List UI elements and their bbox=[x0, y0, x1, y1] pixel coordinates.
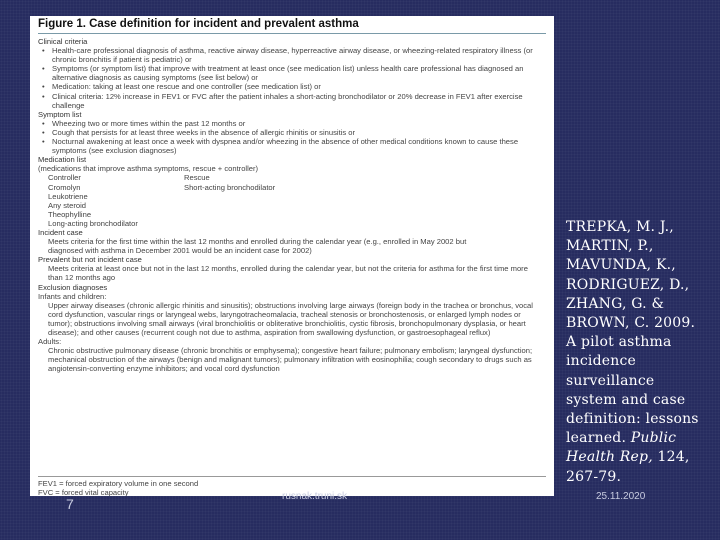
footnotes bbox=[38, 479, 198, 496]
table-row bbox=[48, 201, 546, 210]
medication-list-heading: Medication list bbox=[38, 155, 87, 165]
list-item: • Cough that persists for at least three weeks in the absence of allergic rhinitis or sinusitis or bbox=[52, 128, 546, 137]
list-item: • Symptoms (or symptom list) that improve with treatment at least once (see medication list) unless health care professional has diagnosed an alternative diagnosis as causing symptoms (see list below) or bbox=[52, 64, 546, 82]
figure-body bbox=[38, 37, 546, 373]
reference-volume-pages: 124, 267-79. bbox=[566, 449, 690, 485]
table-cell: Cromolyn bbox=[48, 182, 81, 192]
exclusion-diagnoses-heading: Exclusion diagnoses bbox=[38, 282, 108, 292]
adults-text: Chronic obstructive pulmonary disease (chronic bronchitis or emphysema); congestive heart failure; pulmonary embolism; laryngeal dysfunction; mechanical obstruction of the airways (benign and malignant tumors); pulmonary infiltration with eosinophilia; cough secondary to drugs such as angiotensin-converting enzyme inhibitors; and vocal cord dysfunction bbox=[48, 346, 533, 374]
table-cell: Theophylline bbox=[48, 209, 92, 219]
list-item: • Wheezing two or more times within the past 12 months or bbox=[52, 119, 546, 128]
title-divider bbox=[38, 33, 546, 34]
clinical-criteria-list bbox=[38, 46, 546, 110]
medication-table bbox=[38, 173, 546, 228]
reference-citation bbox=[566, 218, 706, 487]
page-number: 7 bbox=[66, 496, 74, 512]
table-row bbox=[48, 183, 546, 192]
reference-journal: Public Health Rep, bbox=[566, 430, 677, 466]
medication-list-subheading: (medications that improve asthma symptoms, rescue + controller) bbox=[38, 164, 259, 174]
table-row bbox=[48, 173, 546, 182]
symptom-list-heading: Symptom list bbox=[38, 109, 82, 119]
figure-image bbox=[30, 16, 554, 496]
table-cell: Long-acting bronchodilator bbox=[48, 218, 138, 228]
footnote: FEV1 = forced expiratory volume in one second bbox=[38, 479, 199, 488]
footer-site: rusnak.truni.sk bbox=[282, 491, 348, 502]
prevalent-case-line: Meets criteria at least once but not in the last 12 months, enrolled during the calendar year, but not the criteria for asthma for the first time more bbox=[48, 264, 528, 274]
table-cell: Short-acting bronchodilator bbox=[184, 182, 276, 192]
symptom-list bbox=[38, 119, 546, 155]
footnote: FVC = forced vital capacity bbox=[38, 488, 129, 496]
infants-heading: Infants and children: bbox=[38, 291, 107, 301]
list-item: • Clinical criteria: 12% increase in FEV1 or FVC after the patient inhales a short-acting bronchodilator or 20% decrease in FEV1 after exercise challenge bbox=[52, 92, 546, 110]
list-item: • Nocturnal awakening at least once a week with dyspnea and/or wheezing in the absence of other medical conditions known to cause these symptoms (see exclusion diagnoses) bbox=[52, 137, 546, 155]
figure-title: Figure 1. Case definition for incident and prevalent asthma bbox=[38, 18, 359, 30]
footnote-divider bbox=[38, 476, 546, 477]
prevalent-case-line: than 12 months ago bbox=[48, 273, 116, 283]
list-item: • Health-care professional diagnosis of asthma, reactive airway disease, hyperreactive airway disease, or wheezing-related respiratory illness (or chronic bronchitis if patient is pediatric) or bbox=[52, 46, 546, 64]
table-row bbox=[48, 210, 546, 219]
adults-heading: Adults: bbox=[38, 337, 62, 347]
table-row bbox=[48, 192, 546, 201]
table-cell: Leukotriene bbox=[48, 191, 88, 201]
table-cell: Controller bbox=[48, 173, 81, 183]
clinical-criteria-heading: Clinical criteria bbox=[38, 37, 88, 46]
table-cell: Any steroid bbox=[48, 200, 86, 210]
incident-case-heading: Incident case bbox=[38, 227, 83, 237]
prevalent-case-heading: Prevalent but not incident case bbox=[38, 255, 142, 265]
infants-text: Upper airway diseases (chronic allergic rhinitis and sinusitis); obstructions involving large airways (foreign body in the trachea or bronchus, vocal cord dysfunction, vascular rings or laryngeal webs, laryngotracheomalacia, tracheal stenosis or bronchostenosis, or enlarged lymph nodes or tumor); obstructions involving small airways (viral bronchiolitis or obliterative bronchiolitis, cystic fibrosis, bronchopulmonary dysplasia, or heart disease); and other causes (recurrent cough not due to asthma, aspiration from swallowing dysfunction, or gastroesophageal reflux) bbox=[48, 300, 533, 337]
incident-case-line: diagnosed with asthma in December 2001 would be an incident case for 2002) bbox=[48, 246, 312, 256]
reference-authors: TREPKA, M. J., MARTIN, P., MAVUNDA, K., RODRIGUEZ, D., ZHANG, G. & BROWN, C. 2009. A pilot asthma incidence surveillance system and case definition: lessons learned. bbox=[566, 219, 699, 447]
table-cell: Rescue bbox=[184, 173, 210, 183]
incident-case-line: Meets criteria for the first time within the last 12 months and enrolled during the calendar year (e.g., enrolled in May 2002 but bbox=[48, 237, 467, 247]
list-item: • Medication: taking at least one rescue and one controller (see medication list) or bbox=[52, 82, 546, 91]
footer-date: 25.11.2020 bbox=[596, 491, 646, 502]
table-row bbox=[48, 219, 546, 228]
